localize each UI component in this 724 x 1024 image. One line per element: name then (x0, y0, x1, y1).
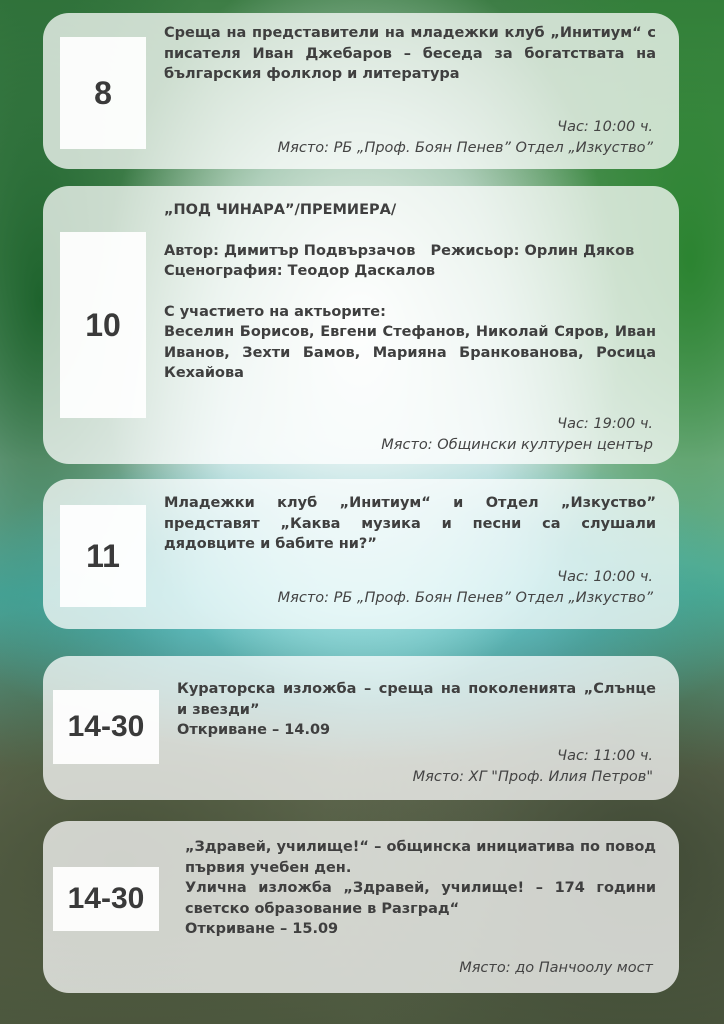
event-description: Среща на представители на младежки клуб „Инитиум“ с писателя Иван Джебаров – беседа за богатствата на българския фолклор и литература (164, 25, 656, 82)
event-cast: Веселин Борисов, Евгени Стефанов, Николай Сяров, Иван Иванов, Зехти Бамов, Марияна Бранкованова, Росица Кехайова (164, 324, 656, 381)
event-card-8 (43, 13, 679, 169)
event-place: Място: ХГ "Проф. Илия Петров" (412, 769, 653, 785)
event-description: Младежки клуб „Инитиум“ и Отдел „Изкуство” представят „Каква музика и песни са слушали дядовците и бабите ни?” (164, 495, 656, 552)
event-place: Място: РБ „Проф. Боян Пенев” Отдел „Изкуство” (277, 590, 653, 606)
event-card-10 (43, 186, 679, 464)
event-place: Място: РБ „Проф. Боян Пенев” Отдел „Изкуство” (277, 140, 653, 156)
event-meta (278, 117, 653, 159)
event-card-14-30-b (43, 821, 679, 993)
event-meta (413, 746, 653, 788)
event-date: 10 (60, 232, 146, 418)
event-text-2: Улична изложба „Здравей, училище! – 174 години светско образование в Разград“ (185, 880, 656, 917)
event-credits-scenography: Сценография: Теодор Даскалов (164, 263, 436, 279)
event-date: 14-30 (53, 867, 159, 931)
event-credits-author: Автор: Димитър Подвързачов Режисьор: Орлин Дяков (164, 242, 635, 259)
event-date: 8 (60, 37, 146, 149)
event-date: 14-30 (53, 690, 159, 764)
event-time: Час: 11:00 ч. (557, 748, 653, 764)
event-place: Място: Общински културен център (381, 437, 653, 453)
event-time: Час: 10:00 ч. (557, 569, 653, 585)
event-description: „Здравей, училище!“ – общинска инициатива по повод първия учебен ден. Улична изложба „Здравей, училище! – 174 години светско образование в Разград“ Откриване – 15.09 (185, 837, 656, 940)
event-meta (459, 958, 653, 979)
event-date: 11 (60, 505, 146, 607)
event-card-14-30-a (43, 656, 679, 800)
event-meta (381, 414, 653, 456)
event-description: Кураторска изложба – среща на поколенията „Слънце и звезди” Откриване – 14.09 (177, 679, 656, 741)
event-time: Час: 19:00 ч. (557, 416, 653, 432)
event-description (164, 200, 656, 384)
event-place: Място: до Панчоолу мост (459, 960, 653, 976)
event-opening: Откриване – 15.09 (185, 921, 339, 937)
event-opening: Откриване – 14.09 (177, 722, 331, 738)
event-meta (278, 567, 653, 609)
event-title: „ПОД ЧИНАРА”/ПРЕМИЕРА/ (164, 202, 397, 218)
event-cast-label: С участието на актьорите: (164, 303, 386, 320)
event-card-11 (43, 479, 679, 629)
event-time: Час: 10:00 ч. (557, 119, 653, 135)
